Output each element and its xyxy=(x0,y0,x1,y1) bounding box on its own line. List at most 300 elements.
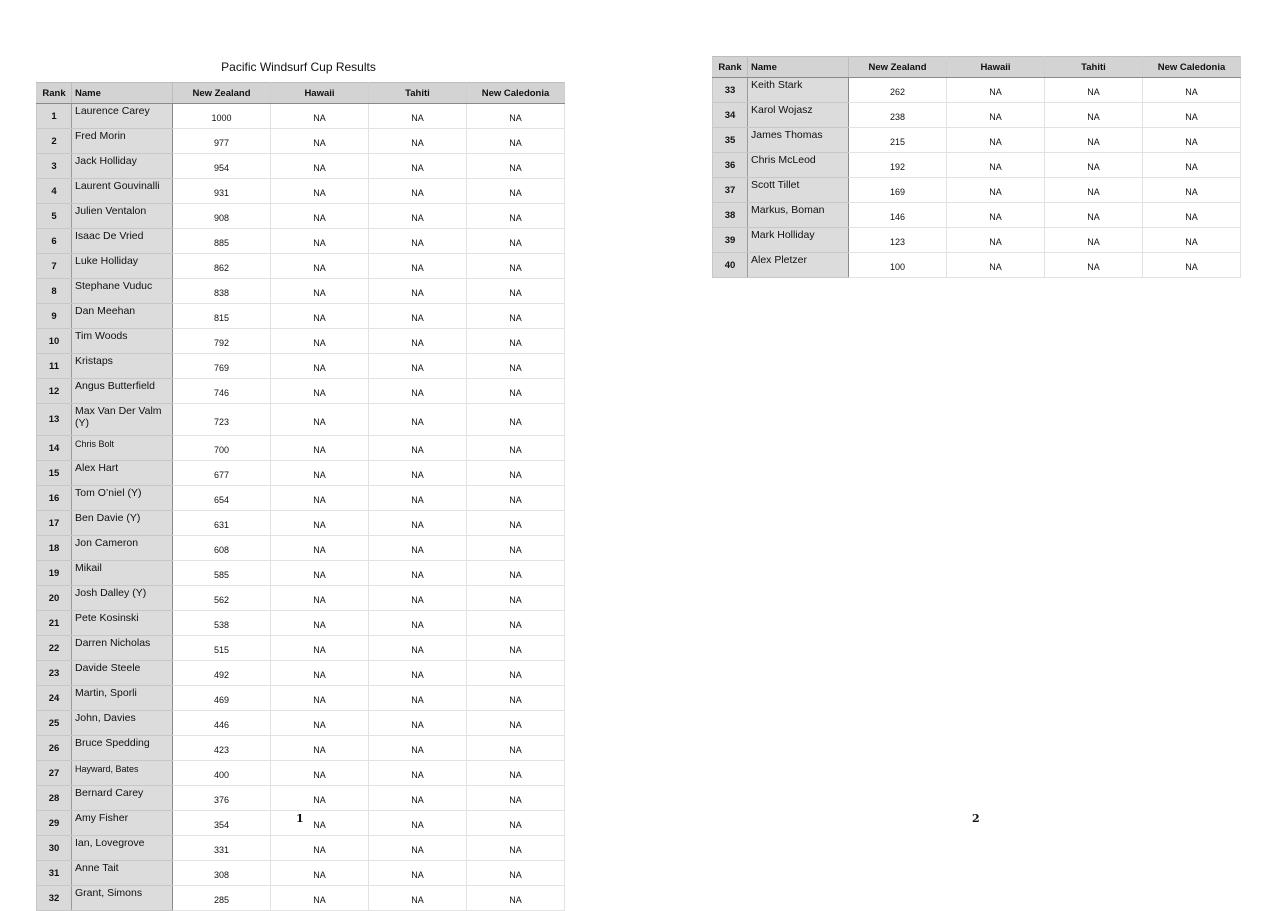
header-name: Name xyxy=(72,83,173,104)
name-cell: Laurent Gouvinalli xyxy=(72,179,173,204)
name-cell: Davide Steele xyxy=(72,661,173,686)
table-row xyxy=(37,461,565,486)
new-caledonia-cell: NA xyxy=(467,736,565,761)
table-row xyxy=(713,103,1241,128)
rank-cell: 11 xyxy=(37,354,72,379)
new-caledonia-cell: NA xyxy=(467,154,565,179)
new-zealand-cell: 677 xyxy=(173,461,271,486)
new-caledonia-cell: NA xyxy=(467,254,565,279)
name-cell: Angus Butterfield xyxy=(72,379,173,404)
tahiti-cell: NA xyxy=(1045,103,1143,128)
table-row xyxy=(713,153,1241,178)
table-row xyxy=(37,329,565,354)
new-caledonia-cell: NA xyxy=(467,304,565,329)
rank-cell: 18 xyxy=(37,536,72,561)
new-zealand-cell: 238 xyxy=(849,103,947,128)
tahiti-cell: NA xyxy=(1045,178,1143,203)
rank-cell: 37 xyxy=(713,178,748,203)
new-zealand-cell: 723 xyxy=(173,404,271,436)
new-caledonia-cell: NA xyxy=(467,586,565,611)
new-zealand-cell: 308 xyxy=(173,861,271,886)
rank-cell: 6 xyxy=(37,229,72,254)
name-cell: Mark Holliday xyxy=(748,228,849,253)
name-cell: Amy Fisher xyxy=(72,811,173,836)
new-zealand-cell: 515 xyxy=(173,636,271,661)
new-zealand-cell: 354 xyxy=(173,811,271,836)
table-row xyxy=(37,511,565,536)
table-row xyxy=(37,536,565,561)
hawaii-cell: NA xyxy=(271,304,369,329)
new-zealand-cell: 746 xyxy=(173,379,271,404)
tahiti-cell: NA xyxy=(369,861,467,886)
tahiti-cell: NA xyxy=(369,661,467,686)
hawaii-cell: NA xyxy=(271,711,369,736)
hawaii-cell: NA xyxy=(271,229,369,254)
table-row xyxy=(37,561,565,586)
new-zealand-cell: 954 xyxy=(173,154,271,179)
new-zealand-cell: 792 xyxy=(173,329,271,354)
rank-cell: 33 xyxy=(713,78,748,103)
new-caledonia-cell: NA xyxy=(467,861,565,886)
table-row xyxy=(37,379,565,404)
table-row xyxy=(37,229,565,254)
rank-cell: 8 xyxy=(37,279,72,304)
table-row xyxy=(37,786,565,811)
new-caledonia-cell: NA xyxy=(467,686,565,711)
hawaii-cell: NA xyxy=(947,153,1045,178)
rank-cell: 17 xyxy=(37,511,72,536)
new-caledonia-cell: NA xyxy=(467,661,565,686)
tahiti-cell: NA xyxy=(369,536,467,561)
table-row xyxy=(37,886,565,911)
table-row xyxy=(37,836,565,861)
tahiti-cell: NA xyxy=(369,154,467,179)
name-cell: Pete Kosinski xyxy=(72,611,173,636)
hawaii-cell: NA xyxy=(947,178,1045,203)
hawaii-cell: NA xyxy=(271,736,369,761)
name-cell: Dan Meehan xyxy=(72,304,173,329)
new-zealand-cell: 631 xyxy=(173,511,271,536)
new-caledonia-cell: NA xyxy=(467,811,565,836)
header-hawaii: Hawaii xyxy=(271,83,369,104)
header-rank: Rank xyxy=(713,57,748,78)
new-caledonia-cell: NA xyxy=(467,129,565,154)
new-caledonia-cell: NA xyxy=(467,436,565,461)
page-2 xyxy=(638,0,1277,850)
rank-cell: 26 xyxy=(37,736,72,761)
hawaii-cell: NA xyxy=(947,253,1045,278)
name-cell: Jon Cameron xyxy=(72,536,173,561)
hawaii-cell: NA xyxy=(271,279,369,304)
hawaii-cell: NA xyxy=(271,461,369,486)
tahiti-cell: NA xyxy=(369,254,467,279)
new-caledonia-cell: NA xyxy=(467,511,565,536)
hawaii-cell: NA xyxy=(271,154,369,179)
header-new-zealand: New Zealand xyxy=(849,57,947,78)
new-caledonia-cell: NA xyxy=(467,329,565,354)
new-zealand-cell: 146 xyxy=(849,203,947,228)
table-header-row xyxy=(37,83,565,104)
tahiti-cell: NA xyxy=(369,229,467,254)
tahiti-cell: NA xyxy=(369,836,467,861)
new-caledonia-cell: NA xyxy=(467,104,565,129)
tahiti-cell: NA xyxy=(369,436,467,461)
hawaii-cell: NA xyxy=(271,354,369,379)
table-row xyxy=(713,78,1241,103)
rank-cell: 24 xyxy=(37,686,72,711)
table-row xyxy=(37,661,565,686)
new-caledonia-cell: NA xyxy=(467,179,565,204)
new-zealand-cell: 215 xyxy=(849,128,947,153)
new-caledonia-cell: NA xyxy=(467,204,565,229)
header-new-caledonia: New Caledonia xyxy=(467,83,565,104)
table-row xyxy=(37,861,565,886)
table-row xyxy=(37,711,565,736)
hawaii-cell: NA xyxy=(271,686,369,711)
header-new-caledonia: New Caledonia xyxy=(1143,57,1241,78)
rank-cell: 39 xyxy=(713,228,748,253)
new-caledonia-cell: NA xyxy=(467,379,565,404)
name-cell: Stephane Vuduc xyxy=(72,279,173,304)
hawaii-cell: NA xyxy=(947,128,1045,153)
hawaii-cell: NA xyxy=(271,586,369,611)
rank-cell: 34 xyxy=(713,103,748,128)
new-caledonia-cell: NA xyxy=(467,636,565,661)
new-caledonia-cell: NA xyxy=(1143,203,1241,228)
tahiti-cell: NA xyxy=(369,129,467,154)
rank-cell: 13 xyxy=(37,404,72,436)
header-rank: Rank xyxy=(37,83,72,104)
header-new-zealand: New Zealand xyxy=(173,83,271,104)
tahiti-cell: NA xyxy=(369,204,467,229)
rank-cell: 21 xyxy=(37,611,72,636)
new-caledonia-cell: NA xyxy=(1143,153,1241,178)
table-row xyxy=(37,254,565,279)
hawaii-cell: NA xyxy=(947,203,1045,228)
rank-cell: 15 xyxy=(37,461,72,486)
table-row xyxy=(37,586,565,611)
name-cell: Chris Bolt xyxy=(72,436,173,461)
new-zealand-cell: 376 xyxy=(173,786,271,811)
table-row xyxy=(37,104,565,129)
header-tahiti: Tahiti xyxy=(369,83,467,104)
hawaii-cell: NA xyxy=(271,836,369,861)
hawaii-cell: NA xyxy=(271,761,369,786)
tahiti-cell: NA xyxy=(369,686,467,711)
tahiti-cell: NA xyxy=(1045,153,1143,178)
rank-cell: 25 xyxy=(37,711,72,736)
new-zealand-cell: 931 xyxy=(173,179,271,204)
hawaii-cell: NA xyxy=(271,861,369,886)
name-cell: Anne Tait xyxy=(72,861,173,886)
name-cell: Keith Stark xyxy=(748,78,849,103)
rank-cell: 14 xyxy=(37,436,72,461)
new-zealand-cell: 492 xyxy=(173,661,271,686)
new-caledonia-cell: NA xyxy=(1143,178,1241,203)
new-caledonia-cell: NA xyxy=(467,836,565,861)
new-caledonia-cell: NA xyxy=(467,354,565,379)
hawaii-cell: NA xyxy=(947,78,1045,103)
hawaii-cell: NA xyxy=(271,561,369,586)
name-cell: Mikail xyxy=(72,561,173,586)
hawaii-cell: NA xyxy=(271,104,369,129)
rank-cell: 30 xyxy=(37,836,72,861)
document-title: Pacific Windsurf Cup Results xyxy=(221,60,376,74)
tahiti-cell: NA xyxy=(369,611,467,636)
results-table-page-2 xyxy=(712,56,1241,278)
name-cell: Chris McLeod xyxy=(748,153,849,178)
rank-cell: 22 xyxy=(37,636,72,661)
tahiti-cell: NA xyxy=(369,811,467,836)
rank-cell: 7 xyxy=(37,254,72,279)
rank-cell: 38 xyxy=(713,203,748,228)
new-caledonia-cell: NA xyxy=(1143,128,1241,153)
new-caledonia-cell: NA xyxy=(467,561,565,586)
table-row xyxy=(37,636,565,661)
table-row xyxy=(37,279,565,304)
name-cell: Alex Pletzer xyxy=(748,253,849,278)
name-cell: Bernard Carey xyxy=(72,786,173,811)
rank-cell: 5 xyxy=(37,204,72,229)
table-row xyxy=(713,253,1241,278)
page-number: 2 xyxy=(972,812,980,825)
tahiti-cell: NA xyxy=(1045,128,1143,153)
table-row xyxy=(713,228,1241,253)
tahiti-cell: NA xyxy=(369,636,467,661)
hawaii-cell: NA xyxy=(271,661,369,686)
name-cell: Grant, Simons xyxy=(72,886,173,911)
rank-cell: 2 xyxy=(37,129,72,154)
hawaii-cell: NA xyxy=(271,611,369,636)
name-cell: Hayward, Bates xyxy=(72,761,173,786)
table-header-row xyxy=(713,57,1241,78)
tahiti-cell: NA xyxy=(369,354,467,379)
table-row xyxy=(713,128,1241,153)
new-caledonia-cell: NA xyxy=(467,886,565,911)
name-cell: Darren Nicholas xyxy=(72,636,173,661)
new-caledonia-cell: NA xyxy=(467,611,565,636)
hawaii-cell: NA xyxy=(271,811,369,836)
new-zealand-cell: 285 xyxy=(173,886,271,911)
rank-cell: 9 xyxy=(37,304,72,329)
hawaii-cell: NA xyxy=(271,179,369,204)
new-zealand-cell: 838 xyxy=(173,279,271,304)
hawaii-cell: NA xyxy=(271,511,369,536)
new-zealand-cell: 262 xyxy=(849,78,947,103)
hawaii-cell: NA xyxy=(271,329,369,354)
new-caledonia-cell: NA xyxy=(467,786,565,811)
tahiti-cell: NA xyxy=(369,179,467,204)
table-row xyxy=(37,404,565,436)
name-cell: Martin, Sporli xyxy=(72,686,173,711)
name-cell: Ben Davie (Y) xyxy=(72,511,173,536)
name-cell: John, Davies xyxy=(72,711,173,736)
new-zealand-cell: 331 xyxy=(173,836,271,861)
table-row xyxy=(37,436,565,461)
rank-cell: 28 xyxy=(37,786,72,811)
new-zealand-cell: 815 xyxy=(173,304,271,329)
rank-cell: 23 xyxy=(37,661,72,686)
table-row xyxy=(37,129,565,154)
tahiti-cell: NA xyxy=(369,786,467,811)
hawaii-cell: NA xyxy=(947,103,1045,128)
rank-cell: 4 xyxy=(37,179,72,204)
name-cell: Tom O’niel (Y) xyxy=(72,486,173,511)
name-cell: James Thomas xyxy=(748,128,849,153)
table-body-page-2 xyxy=(713,78,1241,278)
new-zealand-cell: 123 xyxy=(849,228,947,253)
rank-cell: 27 xyxy=(37,761,72,786)
name-cell: Laurence Carey xyxy=(72,104,173,129)
hawaii-cell: NA xyxy=(271,536,369,561)
hawaii-cell: NA xyxy=(271,436,369,461)
rank-cell: 36 xyxy=(713,153,748,178)
tahiti-cell: NA xyxy=(369,379,467,404)
new-zealand-cell: 654 xyxy=(173,486,271,511)
tahiti-cell: NA xyxy=(369,886,467,911)
header-hawaii: Hawaii xyxy=(947,57,1045,78)
new-zealand-cell: 1000 xyxy=(173,104,271,129)
new-zealand-cell: 169 xyxy=(849,178,947,203)
name-cell: Ian, Lovegrove xyxy=(72,836,173,861)
hawaii-cell: NA xyxy=(271,486,369,511)
new-caledonia-cell: NA xyxy=(1143,228,1241,253)
new-caledonia-cell: NA xyxy=(1143,78,1241,103)
new-caledonia-cell: NA xyxy=(467,486,565,511)
new-zealand-cell: 769 xyxy=(173,354,271,379)
tahiti-cell: NA xyxy=(1045,203,1143,228)
tahiti-cell: NA xyxy=(369,486,467,511)
tahiti-cell: NA xyxy=(369,304,467,329)
rank-cell: 12 xyxy=(37,379,72,404)
new-zealand-cell: 885 xyxy=(173,229,271,254)
new-caledonia-cell: NA xyxy=(1143,253,1241,278)
tahiti-cell: NA xyxy=(369,761,467,786)
hawaii-cell: NA xyxy=(947,228,1045,253)
name-cell: Scott Tillet xyxy=(748,178,849,203)
tahiti-cell: NA xyxy=(369,586,467,611)
new-zealand-cell: 192 xyxy=(849,153,947,178)
table-row xyxy=(37,304,565,329)
tahiti-cell: NA xyxy=(369,561,467,586)
new-caledonia-cell: NA xyxy=(1143,103,1241,128)
name-cell: Josh Dalley (Y) xyxy=(72,586,173,611)
name-cell: Jack Holliday xyxy=(72,154,173,179)
rank-cell: 31 xyxy=(37,861,72,886)
hawaii-cell: NA xyxy=(271,254,369,279)
new-caledonia-cell: NA xyxy=(467,279,565,304)
name-cell: Alex Hart xyxy=(72,461,173,486)
hawaii-cell: NA xyxy=(271,204,369,229)
name-cell: Luke Holliday xyxy=(72,254,173,279)
hawaii-cell: NA xyxy=(271,404,369,436)
tahiti-cell: NA xyxy=(369,511,467,536)
name-cell: Kristaps xyxy=(72,354,173,379)
new-zealand-cell: 423 xyxy=(173,736,271,761)
tahiti-cell: NA xyxy=(1045,78,1143,103)
new-caledonia-cell: NA xyxy=(467,711,565,736)
new-zealand-cell: 538 xyxy=(173,611,271,636)
name-cell: Bruce Spedding xyxy=(72,736,173,761)
hawaii-cell: NA xyxy=(271,129,369,154)
name-cell: Isaac De Vried xyxy=(72,229,173,254)
new-zealand-cell: 585 xyxy=(173,561,271,586)
name-cell: Karol Wojasz xyxy=(748,103,849,128)
table-row xyxy=(37,611,565,636)
rank-cell: 32 xyxy=(37,886,72,911)
hawaii-cell: NA xyxy=(271,636,369,661)
tahiti-cell: NA xyxy=(369,711,467,736)
rank-cell: 20 xyxy=(37,586,72,611)
tahiti-cell: NA xyxy=(369,329,467,354)
table-row xyxy=(37,736,565,761)
tahiti-cell: NA xyxy=(369,279,467,304)
rank-cell: 16 xyxy=(37,486,72,511)
name-cell: Fred Morin xyxy=(72,129,173,154)
new-zealand-cell: 700 xyxy=(173,436,271,461)
new-zealand-cell: 908 xyxy=(173,204,271,229)
table-body-page-1 xyxy=(37,104,565,911)
table-row xyxy=(37,179,565,204)
rank-cell: 1 xyxy=(37,104,72,129)
page-1 xyxy=(0,0,638,905)
rank-cell: 10 xyxy=(37,329,72,354)
table-row xyxy=(37,761,565,786)
name-cell: Julien Ventalon xyxy=(72,204,173,229)
new-caledonia-cell: NA xyxy=(467,536,565,561)
table-row xyxy=(37,154,565,179)
tahiti-cell: NA xyxy=(1045,228,1143,253)
tahiti-cell: NA xyxy=(369,404,467,436)
new-caledonia-cell: NA xyxy=(467,761,565,786)
page-number: 1 xyxy=(296,812,304,825)
new-zealand-cell: 469 xyxy=(173,686,271,711)
name-cell: Max Van Der Valm (Y) xyxy=(72,404,173,436)
name-cell: Markus, Boman xyxy=(748,203,849,228)
new-zealand-cell: 400 xyxy=(173,761,271,786)
name-cell: Tim Woods xyxy=(72,329,173,354)
results-table-page-1 xyxy=(36,82,565,911)
table-row xyxy=(37,204,565,229)
tahiti-cell: NA xyxy=(369,736,467,761)
new-zealand-cell: 977 xyxy=(173,129,271,154)
new-caledonia-cell: NA xyxy=(467,229,565,254)
table-row xyxy=(37,354,565,379)
header-tahiti: Tahiti xyxy=(1045,57,1143,78)
rank-cell: 40 xyxy=(713,253,748,278)
hawaii-cell: NA xyxy=(271,886,369,911)
new-zealand-cell: 608 xyxy=(173,536,271,561)
new-zealand-cell: 446 xyxy=(173,711,271,736)
table-row xyxy=(713,178,1241,203)
new-zealand-cell: 862 xyxy=(173,254,271,279)
rank-cell: 29 xyxy=(37,811,72,836)
rank-cell: 19 xyxy=(37,561,72,586)
header-name: Name xyxy=(748,57,849,78)
table-row xyxy=(37,486,565,511)
new-zealand-cell: 562 xyxy=(173,586,271,611)
tahiti-cell: NA xyxy=(369,461,467,486)
table-row xyxy=(37,686,565,711)
rank-cell: 35 xyxy=(713,128,748,153)
tahiti-cell: NA xyxy=(369,104,467,129)
table-row xyxy=(713,203,1241,228)
hawaii-cell: NA xyxy=(271,379,369,404)
rank-cell: 3 xyxy=(37,154,72,179)
new-caledonia-cell: NA xyxy=(467,461,565,486)
hawaii-cell: NA xyxy=(271,786,369,811)
new-caledonia-cell: NA xyxy=(467,404,565,436)
